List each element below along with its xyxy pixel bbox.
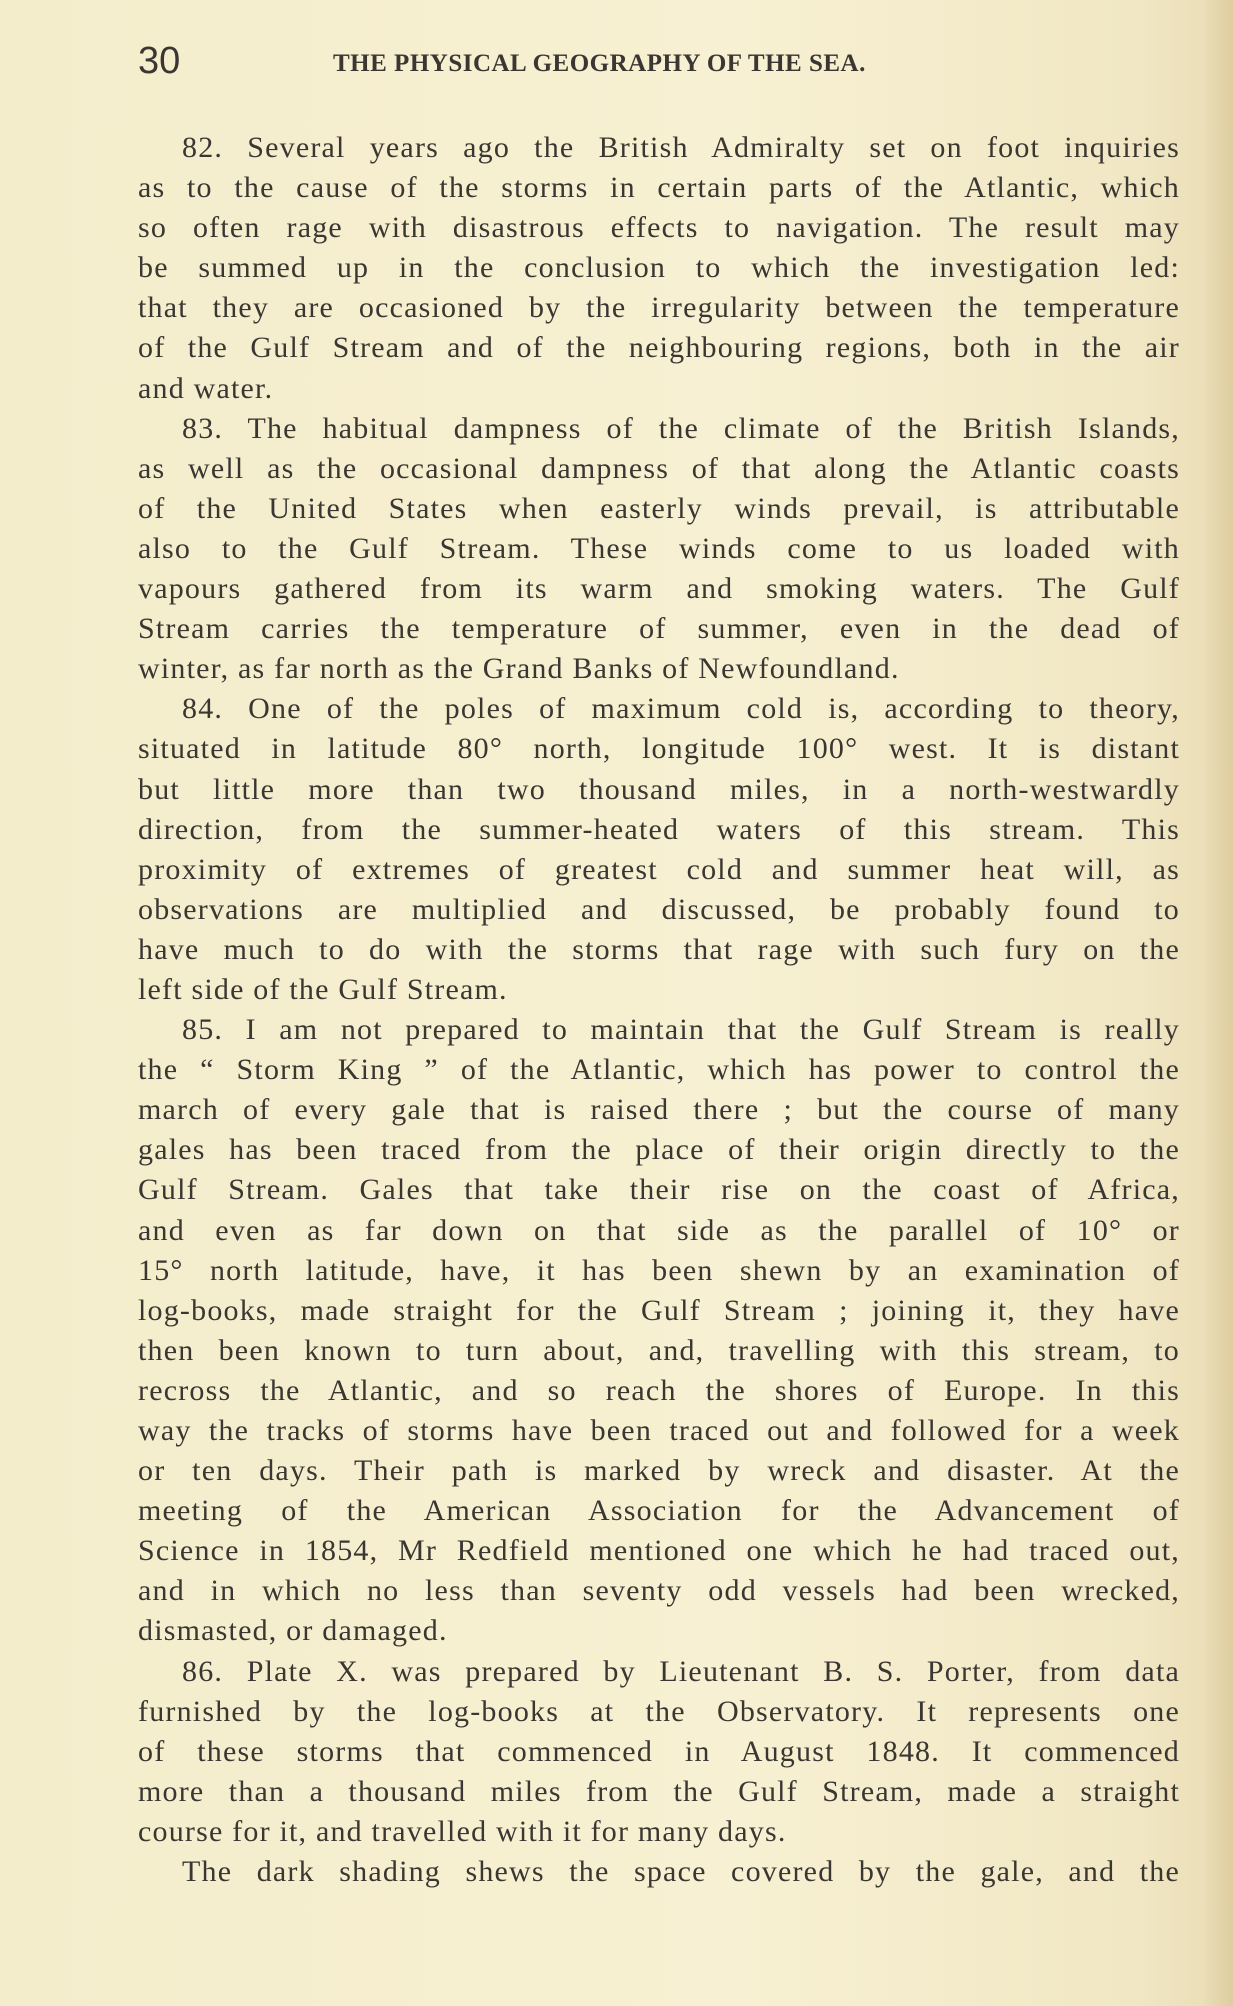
- text-line: situated in latitude 80° north, longitude 100° west. It is distant: [138, 732, 1180, 766]
- paragraph-first-line: 85. I am not prepared to maintain that the Gulf Stream is really: [182, 1013, 1180, 1047]
- text-line: 15° north latitude, have, it has been shewn by an examination of: [138, 1253, 1180, 1287]
- page-number: 30: [138, 40, 181, 82]
- text-line: so often rage with disastrous effects to navigation. The result may: [138, 211, 1180, 245]
- text-line: observations are multiplied and discussed, be probably found to: [138, 892, 1180, 926]
- paragraph-first-line: 84. One of the poles of maximum cold is, according to theory,: [182, 692, 1180, 726]
- text-line: march of every gale that is raised there ; but the course of many: [138, 1093, 1180, 1127]
- text-line: dismasted, or damaged.: [138, 1614, 448, 1648]
- text-line: the “ Storm King ” of the Atlantic, which has power to control the: [138, 1053, 1180, 1087]
- text-line: of the United States when easterly winds prevail, is attributable: [138, 491, 1180, 525]
- text-line: as well as the occasional dampness of that along the Atlantic coasts: [138, 451, 1180, 485]
- text-line: have much to do with the storms that rage with such fury on the: [138, 932, 1180, 966]
- text-line: gales has been traced from the place of their origin directly to the: [138, 1133, 1180, 1167]
- page-header: [138, 40, 1188, 90]
- page-edge-shadow: [1203, 0, 1233, 2006]
- paragraph-first-line: 86. Plate X. was prepared by Lieutenant B. S. Porter, from data: [182, 1654, 1180, 1688]
- paragraph-first-line: The dark shading shews the space covered by the gale, and the: [182, 1855, 1180, 1889]
- text-line: log-books, made straight for the Gulf Stream ; joining it, they have: [138, 1293, 1180, 1327]
- paragraph-first-line: 83. The habitual dampness of the climate of the British Islands,: [182, 411, 1180, 445]
- text-line: and even as far down on that side as the parallel of 10° or: [138, 1213, 1180, 1247]
- text-line: recross the Atlantic, and so reach the shores of Europe. In this: [138, 1373, 1180, 1407]
- text-line: course for it, and travelled with it for many days.: [138, 1814, 787, 1848]
- text-line: direction, from the summer-heated waters of this stream. This: [138, 812, 1180, 846]
- text-line: that they are occasioned by the irregularity between the temperature: [138, 291, 1180, 325]
- running-title: THE PHYSICAL GEOGRAPHY OF THE SEA.: [333, 50, 866, 77]
- text-line: Gulf Stream. Gales that take their rise on the coast of Africa,: [138, 1173, 1180, 1207]
- text-line: Stream carries the temperature of summer, even in the dead of: [138, 612, 1180, 646]
- text-line: winter, as far north as the Grand Banks of Newfoundland.: [138, 652, 900, 686]
- text-line: and in which no less than seventy odd vessels had been wrecked,: [138, 1574, 1180, 1608]
- text-line: furnished by the log-books at the Observatory. It represents one: [138, 1694, 1180, 1728]
- body-text: [138, 128, 1180, 1892]
- text-line: meeting of the American Association for the Advancement of: [138, 1494, 1180, 1528]
- text-line: of the Gulf Stream and of the neighbouring regions, both in the air: [138, 331, 1180, 365]
- text-line: left side of the Gulf Stream.: [138, 972, 508, 1006]
- text-line: and water.: [138, 371, 274, 405]
- text-line: proximity of extremes of greatest cold and summer heat will, as: [138, 852, 1180, 886]
- text-line: of these storms that commenced in August 1848. It commenced: [138, 1734, 1180, 1768]
- text-line: also to the Gulf Stream. These winds come to us loaded with: [138, 531, 1180, 565]
- text-line: more than a thousand miles from the Gulf Stream, made a straight: [138, 1774, 1180, 1808]
- text-line: but little more than two thousand miles, in a north-westwardly: [138, 772, 1180, 806]
- text-line: way the tracks of storms have been traced out and followed for a week: [138, 1414, 1180, 1447]
- text-line: vapours gathered from its warm and smoking waters. The Gulf: [138, 572, 1180, 606]
- text-line: Science in 1854, Mr Redfield mentioned one which he had traced out,: [138, 1534, 1180, 1568]
- text-line: then been known to turn about, and, travelling with this stream, to: [138, 1333, 1180, 1367]
- text-line: or ten days. Their path is marked by wreck and disaster. At the: [138, 1454, 1180, 1488]
- text-line: be summed up in the conclusion to which the investigation led:: [138, 251, 1180, 285]
- paragraph-first-line: 82. Several years ago the British Admiralty set on foot inquiries: [182, 131, 1180, 164]
- text-line: as to the cause of the storms in certain parts of the Atlantic, which: [138, 171, 1180, 205]
